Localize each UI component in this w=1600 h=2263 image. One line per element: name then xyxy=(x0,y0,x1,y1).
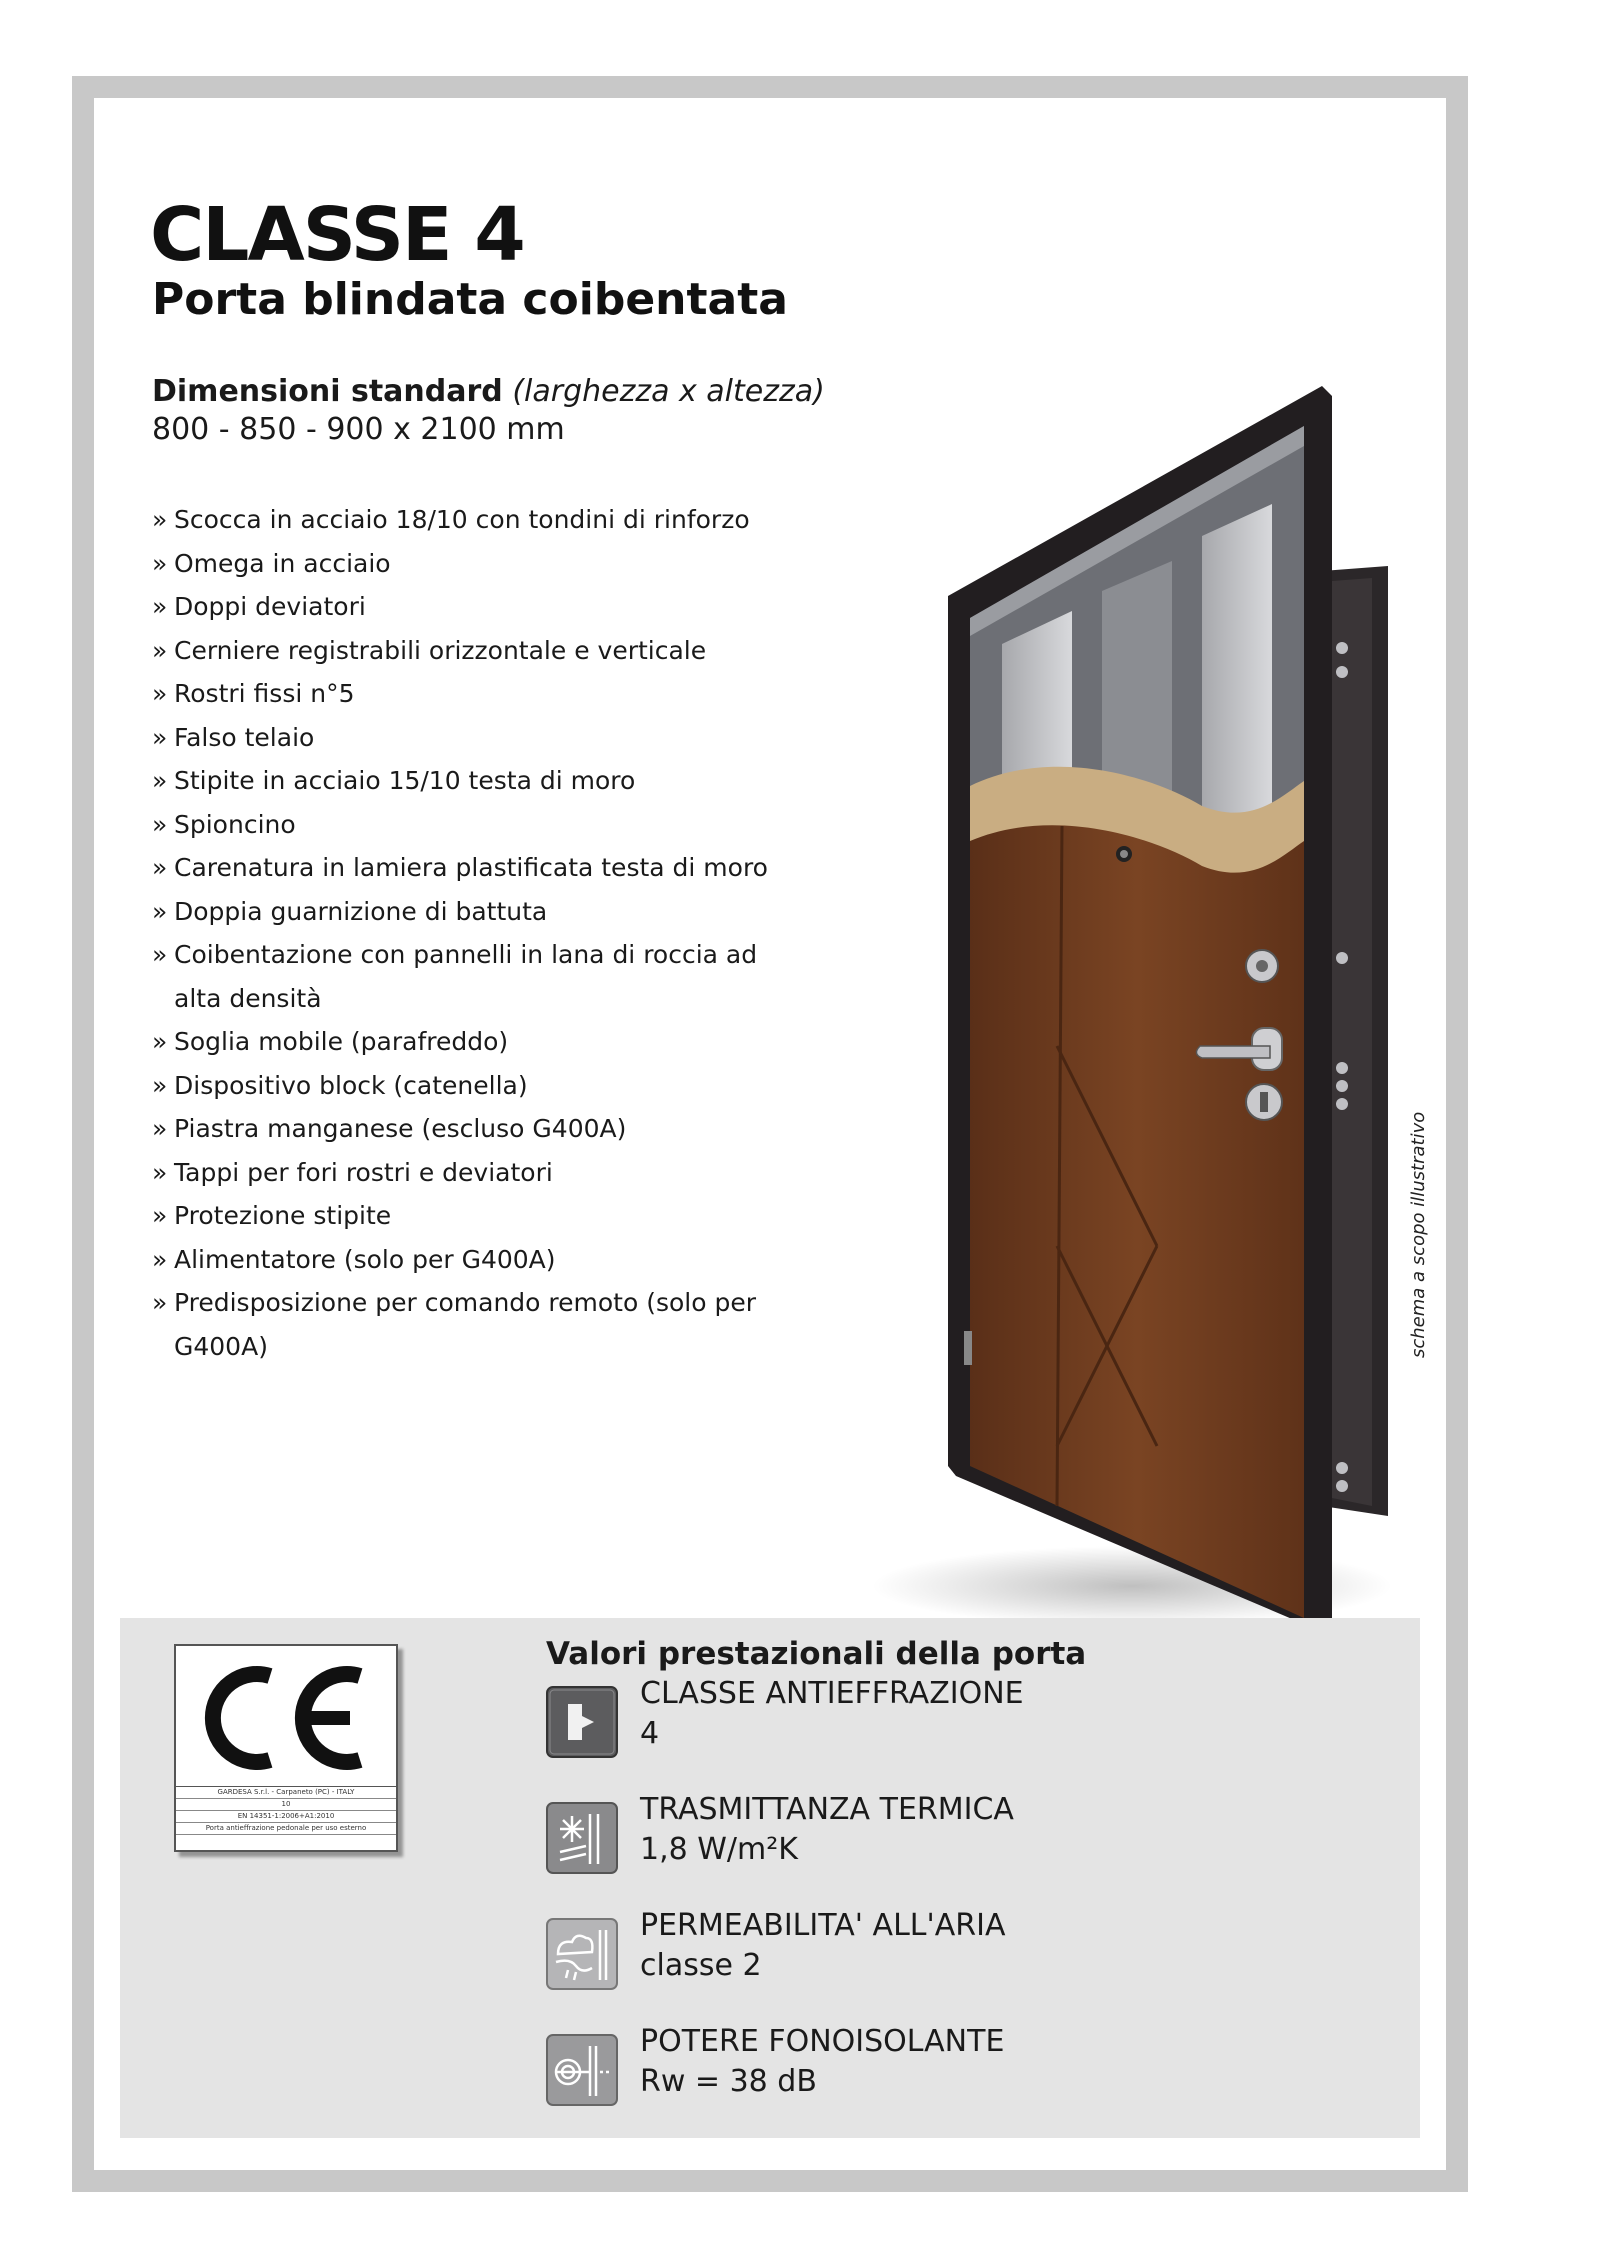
list-item: » Spioncino xyxy=(152,803,792,847)
list-item: » Scocca in acciaio 18/10 con tondini di rinforzo xyxy=(152,498,792,542)
list-item: » Stipite in acciaio 15/10 testa di moro xyxy=(152,759,792,803)
feature-list xyxy=(152,498,792,1368)
door-illustration xyxy=(852,386,1412,1646)
dimensions-values: 800 - 850 - 900 x 2100 mm xyxy=(152,412,565,447)
list-item: » Alimentatore (solo per G400A) xyxy=(152,1238,792,1282)
list-item: » Predisposizione per comando remoto (solo per G400A) xyxy=(152,1281,792,1368)
performance-panel xyxy=(120,1618,1420,2138)
ce-label-line: GARDESA S.r.l. - Carpaneto (PC) - ITALY xyxy=(176,1787,396,1799)
sound-insulation-icon xyxy=(546,2034,618,2106)
list-item: » Piastra manganese (escluso G400A) xyxy=(152,1107,792,1151)
thermal-icon xyxy=(546,1802,618,1874)
dimensions-label: Dimensioni standard xyxy=(152,374,503,409)
performance-value: classe 2 xyxy=(640,1948,762,1983)
burglar-resistance-icon xyxy=(546,1686,618,1758)
performance-label: TRASMITTANZA TERMICA xyxy=(640,1792,1014,1827)
page-subtitle: Porta blindata coibentata xyxy=(152,274,788,325)
list-item: » Protezione stipite xyxy=(152,1194,792,1238)
dimensions-heading xyxy=(152,374,825,409)
list-item: » Soglia mobile (parafreddo) xyxy=(152,1020,792,1064)
page-border xyxy=(72,76,1468,2192)
performance-label: PERMEABILITA' ALL'ARIA xyxy=(640,1908,1006,1943)
list-item: » Tappi per fori rostri e deviatori xyxy=(152,1151,792,1195)
performance-item xyxy=(546,2024,1066,2124)
list-item: » Coibentazione con pannelli in lana di roccia ad alta densità xyxy=(152,933,792,1020)
page-title: CLASSE 4 xyxy=(150,192,524,278)
ce-label-text xyxy=(176,1786,396,1835)
performance-value: 1,8 W/m²K xyxy=(640,1832,798,1867)
dimensions-qualifier: (larghezza x altezza) xyxy=(512,374,825,409)
ce-label-line: EN 14351-1:2006+A1:2010 xyxy=(176,1811,396,1823)
list-item: » Dispositivo block (catenella) xyxy=(152,1064,792,1108)
list-item: » Carenatura in lamiera plastificata testa di moro xyxy=(152,846,792,890)
performance-title: Valori prestazionali della porta xyxy=(546,1636,1087,1672)
ce-label xyxy=(174,1644,398,1852)
air-permeability-icon xyxy=(546,1918,618,1990)
performance-item xyxy=(546,1792,1066,1892)
side-note: schema a scopo illustrativo xyxy=(1408,1111,1429,1358)
performance-label: CLASSE ANTIEFFRAZIONE xyxy=(640,1676,1024,1711)
performance-label: POTERE FONOISOLANTE xyxy=(640,2024,1005,2059)
list-item: » Cerniere registrabili orizzontale e verticale xyxy=(152,629,792,673)
ce-mark-icon xyxy=(190,1658,380,1778)
list-item: » Rostri fissi n°5 xyxy=(152,672,792,716)
performance-value: 4 xyxy=(640,1716,660,1751)
list-item: » Falso telaio xyxy=(152,716,792,760)
performance-item xyxy=(546,1908,1066,2008)
page xyxy=(94,98,1446,2170)
performance-item xyxy=(546,1676,1066,1776)
ce-label-line: 10 xyxy=(176,1799,396,1811)
list-item: » Doppi deviatori xyxy=(152,585,792,629)
list-item: » Doppia guarnizione di battuta xyxy=(152,890,792,934)
ce-label-line: Porta antieffrazione pedonale per uso esterno xyxy=(176,1823,396,1835)
list-item: » Omega in acciaio xyxy=(152,542,792,586)
performance-value: Rw = 38 dB xyxy=(640,2064,817,2099)
